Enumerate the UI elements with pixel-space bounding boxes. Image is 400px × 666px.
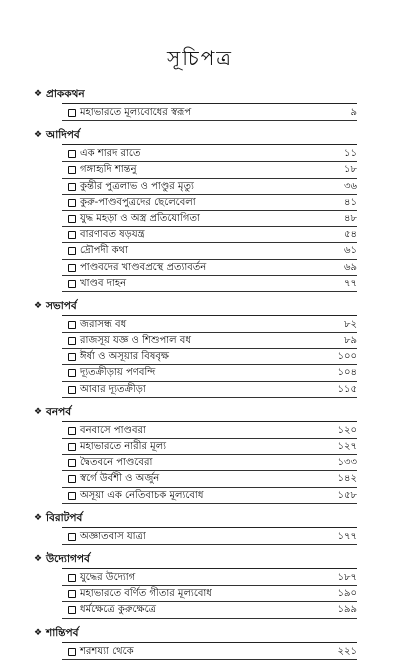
- toc-section: [0, 551, 400, 624]
- list-item: [62, 423, 357, 439]
- square-bullet-icon: [68, 475, 76, 483]
- diamond-bullet-icon: ❖: [34, 406, 43, 417]
- page-number: ১৮: [344, 164, 357, 176]
- section-divider: [62, 315, 357, 316]
- list-item: [62, 243, 357, 259]
- diamond-bullet-icon: ❖: [34, 130, 43, 141]
- section-heading: [34, 510, 400, 526]
- page-number: ৪১: [344, 196, 357, 208]
- page-number: ৯: [350, 107, 357, 118]
- page-number: ৮২: [344, 318, 357, 330]
- square-bullet-icon: [68, 606, 76, 614]
- diamond-bullet-icon: ❖: [34, 300, 43, 311]
- section-spacer: [0, 292, 400, 297]
- chapter-title: দ্যূতক্রীড়ায় পণবন্দি: [80, 367, 156, 379]
- page-number: ১৯০: [337, 588, 357, 600]
- toc-section: [0, 127, 400, 297]
- page-number: ১২৭: [337, 441, 357, 452]
- page-number: ১২০: [337, 424, 357, 436]
- square-bullet-icon: [68, 109, 76, 117]
- section-spacer: [0, 660, 400, 665]
- page-title: সূচিপত্র: [167, 46, 233, 70]
- list-item: [62, 260, 357, 276]
- page-number: ১৩৩: [337, 457, 357, 469]
- chapter-title: মহাভারতে মূল্যবোধের স্বরূপ: [80, 107, 192, 118]
- chapter-title: রাজসূয় যজ্ঞ ও শিশুপাল বধ: [80, 335, 191, 347]
- square-bullet-icon: [68, 386, 76, 394]
- page-number: ১০০: [337, 351, 357, 363]
- chapter-title: অজ্ঞাতবাস যাত্রা: [80, 530, 146, 542]
- chapter-title: মহাভারতে নারীর মূল্য: [80, 441, 167, 452]
- section-divider: [62, 642, 357, 643]
- section-divider: [62, 103, 357, 104]
- section-title: সভাপর্ব: [46, 299, 77, 312]
- list-item: [62, 211, 357, 227]
- square-bullet-icon: [68, 492, 76, 500]
- square-bullet-icon: [68, 459, 76, 467]
- toc-section: [0, 404, 400, 509]
- list-item: [62, 529, 357, 545]
- square-bullet-icon: [68, 150, 76, 158]
- square-bullet-icon: [68, 337, 76, 345]
- section-spacer: [0, 121, 400, 126]
- square-bullet-icon: [68, 247, 76, 255]
- list-item: [62, 439, 357, 455]
- square-bullet-icon: [68, 427, 76, 435]
- table-of-contents: [0, 86, 400, 666]
- chapter-title: মহাভারতে বর্ণিত গীতার মূল্যবোধ: [80, 588, 212, 600]
- chapter-title: শরশয্যা থেকে: [80, 645, 134, 657]
- chapter-title: যুদ্ধ মহড়া ও অস্ত্র প্রতিযোগিতা: [80, 212, 200, 224]
- list-item: [62, 586, 357, 602]
- square-bullet-icon: [68, 590, 76, 598]
- section-heading: [34, 625, 400, 641]
- chapter-title: বনবাসে পাণ্ডবরা: [80, 424, 146, 436]
- section-spacer: [0, 619, 400, 624]
- list-item: [62, 105, 357, 121]
- page-number: ৭৭: [343, 277, 357, 289]
- list-item: [62, 570, 357, 586]
- list-item: [62, 317, 357, 333]
- chapter-title: কুন্তীর পুত্রলাভ ও পাণ্ডুর মৃত্যু: [80, 180, 194, 192]
- square-bullet-icon: [68, 166, 76, 174]
- diamond-bullet-icon: ❖: [34, 553, 43, 564]
- chapter-title: ঈর্ষা ও অসূয়ার বিষবৃক্ষ: [80, 351, 170, 363]
- chapter-title: গঙ্গাহৃদি শান্তনু: [80, 164, 137, 176]
- section-spacer: [0, 398, 400, 403]
- section-divider: [62, 568, 357, 569]
- section-spacer: [0, 545, 400, 550]
- page-number: ১১৫: [337, 383, 357, 395]
- list-item: [62, 602, 357, 618]
- list-item: [62, 146, 357, 162]
- page-number: ১৭৭: [337, 530, 357, 542]
- section-divider: [62, 527, 357, 528]
- chapter-title: পাণ্ডবদের খাণ্ডবপ্রস্থে প্রত্যাবর্তন: [80, 261, 207, 273]
- chapter-title: অসূয়া এক নেতিবাচক মূল্যবোধ: [80, 489, 204, 501]
- section-title: শান্তিপর্ব: [46, 626, 79, 639]
- section-heading: [34, 127, 400, 143]
- section-title: উদ্যোগপর্ব: [46, 552, 90, 565]
- page-number: ১৫৮: [337, 489, 357, 501]
- chapter-title: এক শারদ রাতে: [80, 148, 141, 160]
- chapter-title: দ্বৈতবনে পাণ্ডবেরা: [80, 457, 153, 469]
- chapter-title: আবার দ্যূতক্রীড়া: [80, 383, 146, 395]
- chapter-title: স্বর্গে উর্বশী ও অর্জুন: [80, 473, 160, 485]
- page-number: ১৯৯: [337, 604, 357, 616]
- list-item: [62, 162, 357, 178]
- page-number: ৮৯: [344, 335, 357, 347]
- section-heading: [34, 404, 400, 420]
- page-number: ৫৪: [344, 229, 357, 241]
- list-item: [62, 644, 357, 660]
- toc-section: [0, 86, 400, 126]
- square-bullet-icon: [68, 183, 76, 191]
- page-number: ১১: [344, 148, 357, 160]
- diamond-bullet-icon: ❖: [34, 89, 43, 99]
- page-number: ১৮৭: [337, 571, 357, 583]
- square-bullet-icon: [68, 215, 76, 223]
- section-heading: [34, 551, 400, 567]
- square-bullet-icon: [68, 369, 76, 377]
- section-heading: [34, 86, 400, 102]
- section-title: আদিপর্ব: [46, 129, 80, 142]
- chapter-title: দ্রৌপদী কথা: [80, 245, 129, 257]
- list-item: [62, 349, 357, 365]
- list-item: [62, 382, 357, 398]
- toc-section: [0, 298, 400, 403]
- section-divider: [62, 144, 357, 145]
- page-number: ২২১: [337, 645, 357, 657]
- section-spacer: [0, 504, 400, 509]
- chapter-title: খাণ্ডব দাহন: [80, 277, 127, 289]
- list-item: [62, 455, 357, 471]
- square-bullet-icon: [68, 443, 76, 451]
- square-bullet-icon: [68, 648, 76, 656]
- chapter-title: বারণাবত ষড়যন্ত্র: [80, 229, 145, 241]
- page-number: ৩৬: [343, 180, 357, 192]
- page-number: ১৪২: [337, 473, 357, 485]
- chapter-title: ধর্মক্ষেত্রে কুরুক্ষেত্রে: [80, 604, 156, 616]
- page-number: ৬৯: [344, 261, 357, 273]
- list-item: [62, 333, 357, 349]
- section-title: প্রাককথন: [46, 88, 85, 100]
- list-item: [62, 488, 357, 504]
- list-item: [62, 227, 357, 243]
- square-bullet-icon: [68, 264, 76, 272]
- toc-section: [0, 510, 400, 550]
- section-title: বনপর্ব: [46, 405, 72, 418]
- list-item: [62, 179, 357, 195]
- section-divider: [62, 421, 357, 422]
- chapter-title: জরাসন্ধ বধ: [80, 318, 127, 330]
- square-bullet-icon: [68, 199, 76, 207]
- square-bullet-icon: [68, 280, 76, 288]
- chapter-title: কুরু-পাণ্ডবপুত্রদের ছেলেবেলা: [80, 196, 196, 208]
- diamond-bullet-icon: ❖: [34, 627, 43, 638]
- square-bullet-icon: [68, 231, 76, 239]
- list-item: [62, 471, 357, 487]
- chapter-title: যুদ্ধের উদ্যোগ: [80, 571, 136, 583]
- page-number: ৬১: [344, 245, 357, 257]
- list-item: [62, 276, 357, 292]
- diamond-bullet-icon: ❖: [34, 512, 43, 523]
- square-bullet-icon: [68, 533, 76, 541]
- page-number: ৪৮: [344, 212, 357, 224]
- section-title: বিরাটপর্ব: [46, 511, 83, 524]
- square-bullet-icon: [68, 574, 76, 582]
- list-item: [62, 365, 357, 381]
- square-bullet-icon: [68, 321, 76, 329]
- page-number: ১০৪: [337, 367, 357, 379]
- list-item: [62, 195, 357, 211]
- square-bullet-icon: [68, 353, 76, 361]
- section-heading: [34, 298, 400, 314]
